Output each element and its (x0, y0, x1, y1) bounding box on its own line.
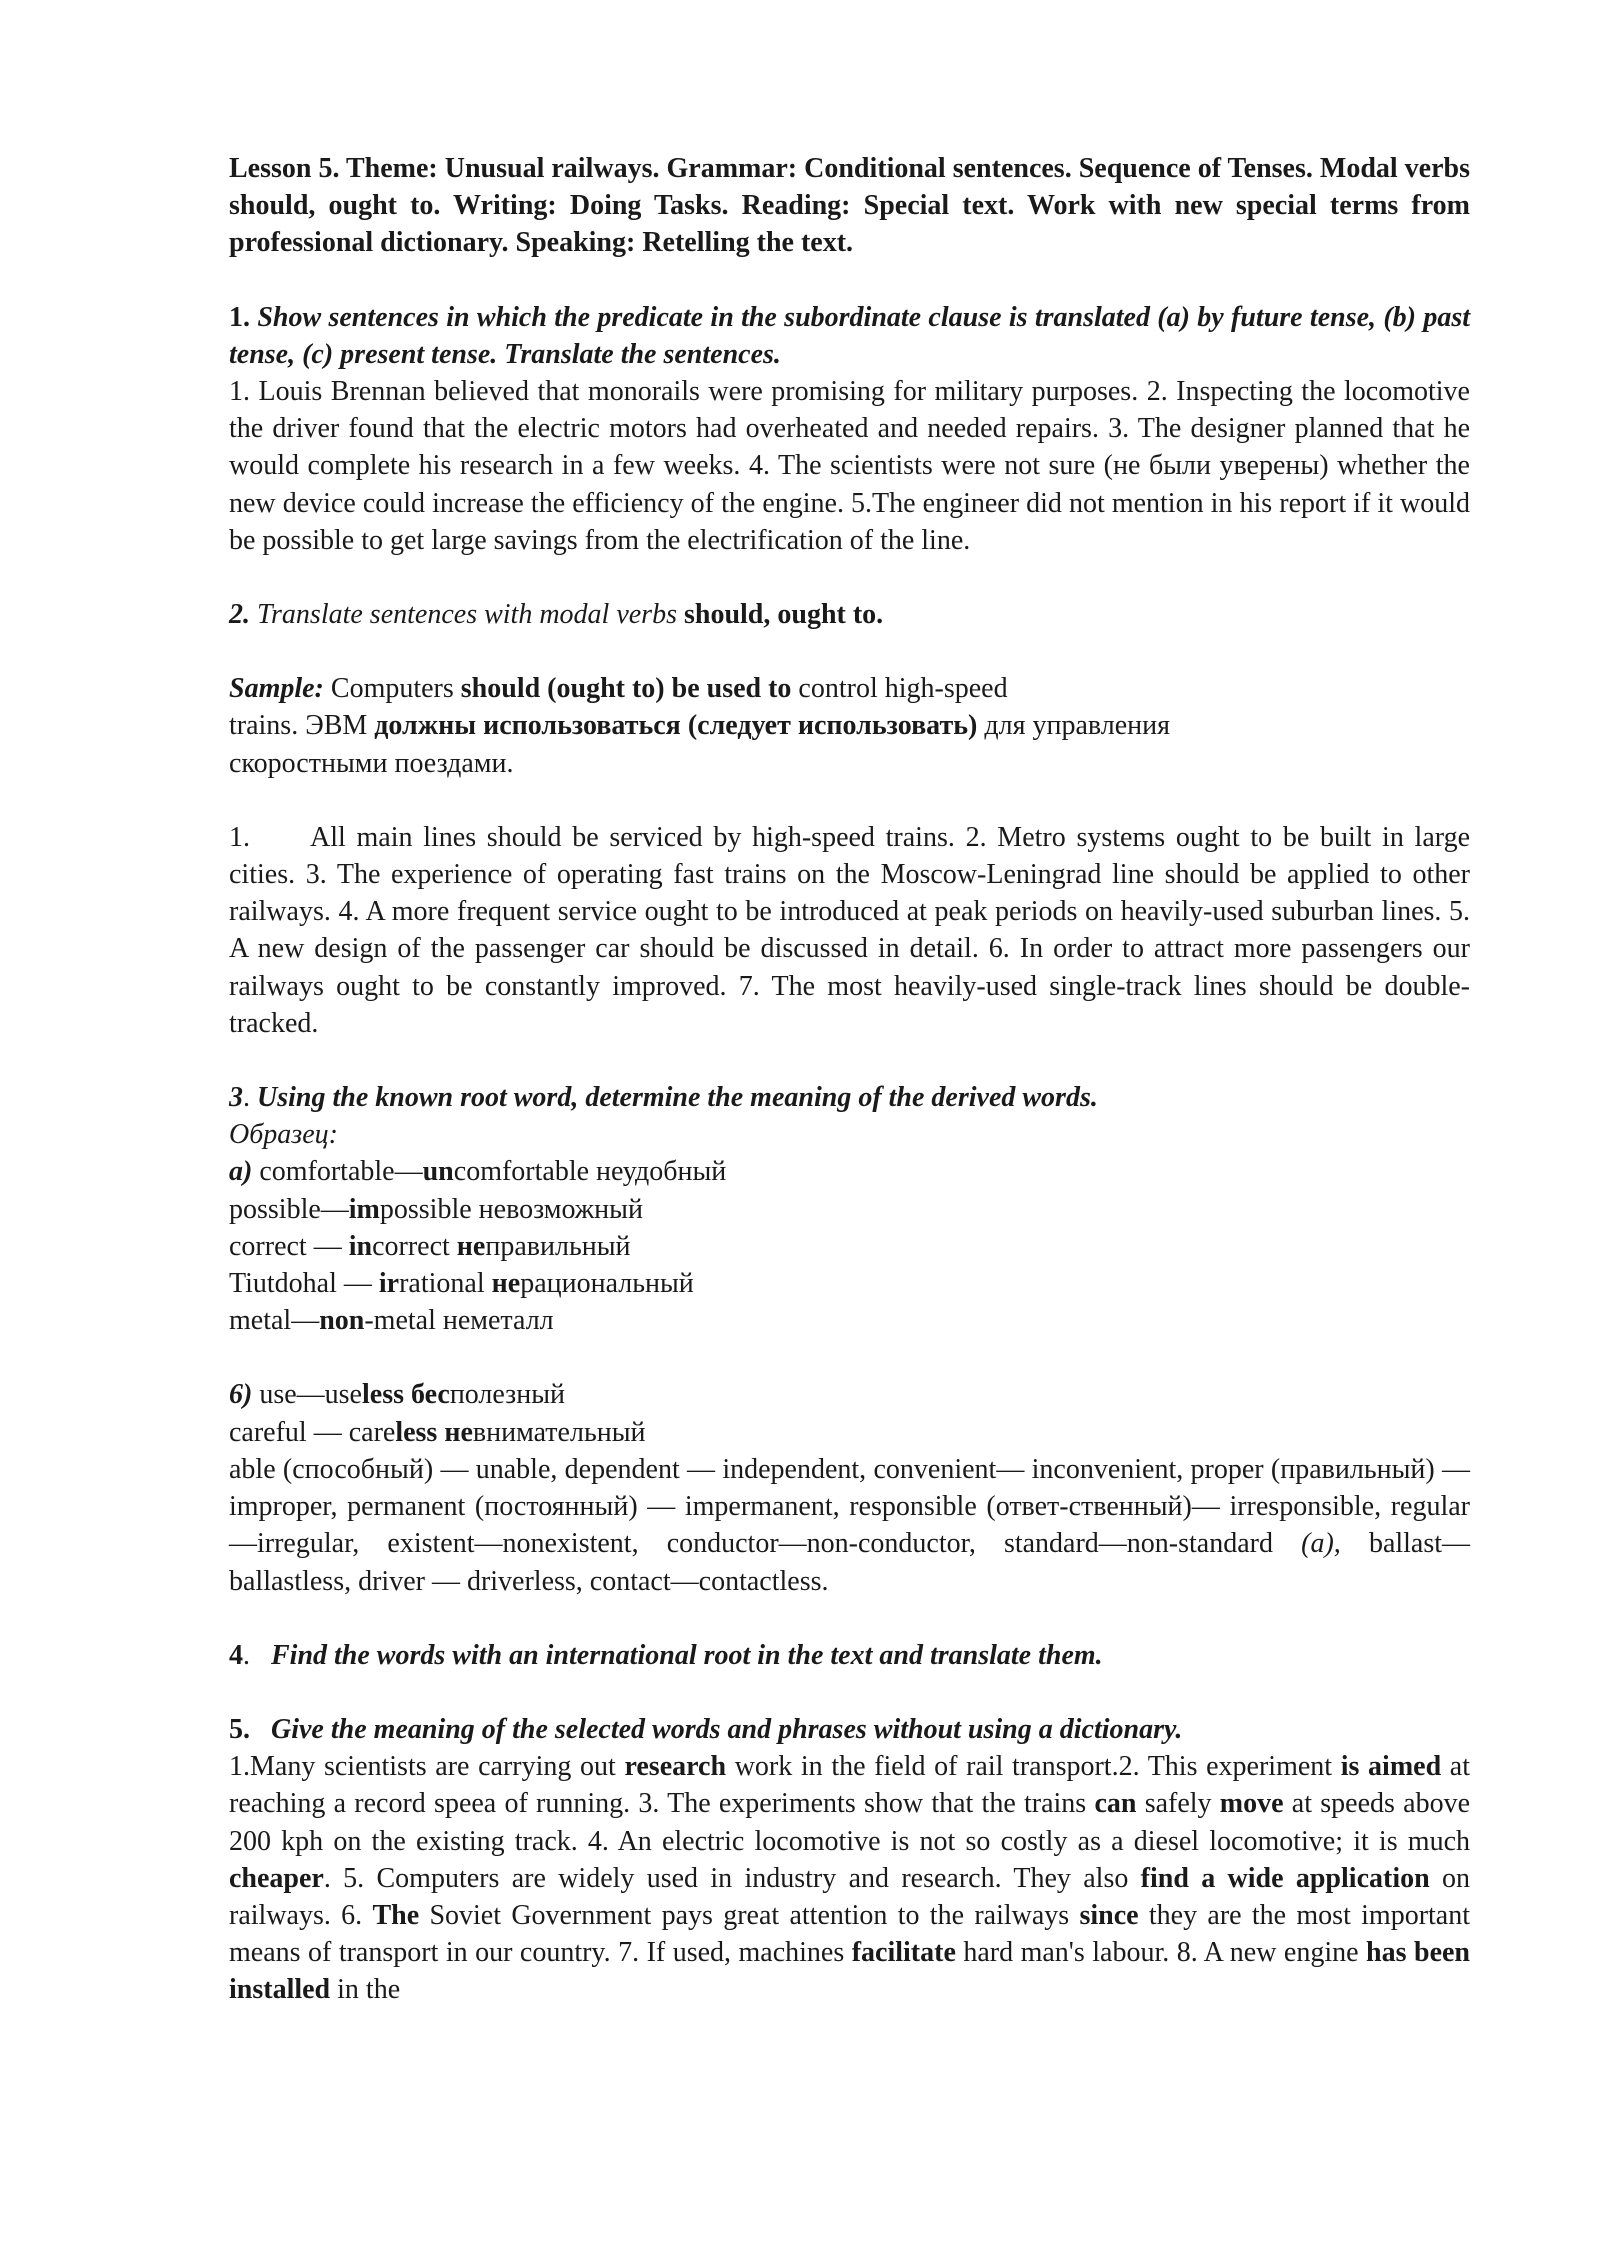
word-rest: рациональный (520, 1268, 694, 1300)
spacer (229, 1339, 1470, 1376)
task5-text: they are the most important means of transport in our country. 7. If used, machines (229, 1899, 1471, 1969)
task3-b-body (229, 1451, 1470, 1600)
spacer (229, 1600, 1470, 1637)
word-root: correct — (229, 1230, 349, 1262)
suffix-bold: less не (395, 1416, 473, 1448)
task4-dot: . (243, 1639, 250, 1671)
word-rest: полезный (449, 1379, 566, 1411)
spacer (229, 1042, 1470, 1079)
task1-body: 1. Louis Brennan believed that monorails were promising for military purposes. 2. Inspecting the locomotive the driver found that the electric motors had overheated and needed repairs. 3. The designer planned that he would complete his research in a few weeks. 4. The scientists were not sure (не были уверены) whether the new device could increase the efficiency of the engine. 5.The engineer did not mention in his report if it would be possible to get large savings from the electrification of the line. (229, 376, 1470, 556)
word-root: careful — care (229, 1416, 396, 1448)
task2-number: 2. (229, 599, 250, 631)
task3-a-row-3 (229, 1265, 1470, 1302)
task5-text: at speeds above 200 kph on the existing track. 4. An electric locomotive is not so costly as a diesel locomotive; it is much (229, 1788, 1470, 1857)
spacer (229, 633, 1470, 670)
task5-number: 5. (229, 1713, 250, 1745)
word-rest: comfortable неудобный (453, 1156, 727, 1188)
task5-text: in the (330, 1974, 401, 2006)
task3-instruction-text: Using the known root word, determine the meaning of the derived words. (257, 1082, 1098, 1114)
selected-phrase: is aimed (1340, 1751, 1442, 1783)
word-root: use—use (259, 1379, 362, 1411)
selected-phrase: can (1094, 1788, 1137, 1820)
word-root: comfortable— (259, 1156, 423, 1188)
selected-phrase: facilitate (851, 1937, 956, 1969)
task3-b-body-italic: (a), (1301, 1528, 1341, 1560)
word-rest: внимательный (472, 1416, 646, 1448)
task3-instruction (229, 1079, 1470, 1116)
task2-sample-line2 (229, 707, 1470, 744)
task4-instruction-text: Find the words with an international root in the text and translate them. (271, 1639, 1103, 1671)
group-b-label: 6) (229, 1379, 253, 1411)
task2-body-text: All main lines should be serviced by high-speed trains. 2. Metro systems ought to be built in large cities. 3. The experience of operating fast trains on the Moscow-Leningrad line should be applied to other railways. 4. A more frequent service ought to be introduced at peak periods on heavily-used suburban lines. 5. A new design of the passenger car should be discussed in detail. 6. In order to attract more passengers our railways ought to be constantly improved. 7. The most heavily-used single-track lines should be double-tracked. (229, 821, 1470, 1039)
task5-text: on railways. 6. (229, 1862, 1470, 1931)
selected-phrase: research (624, 1751, 727, 1783)
suffix-bold: less бес (361, 1379, 450, 1411)
task1-number: 1. (229, 301, 250, 333)
task3-b-row-2 (229, 1414, 1470, 1451)
lesson-title: Lesson 5. Theme: Unusual railways. Grammar: Conditional sentences. Sequence of Tenses. Modal verbs should, ought to. Writing: Doing Tasks. Reading: Special text. Work with new special terms from professional dictionary. Speaking: Retelling the text. (229, 153, 1470, 259)
sample-label: Sample: (229, 673, 324, 705)
task3-dot: . (243, 1082, 250, 1114)
spacer (229, 1674, 1470, 1711)
task3-number: 3 (229, 1082, 243, 1114)
selected-phrase: since (1079, 1899, 1139, 1931)
selected-phrase: The (372, 1899, 420, 1931)
task2-instruction-text: Translate sentences with modal verbs (257, 599, 677, 631)
task3-a-row-4 (229, 1302, 1470, 1339)
task2-sample-line3: скоростными поездами. (229, 747, 514, 779)
sample-text: для управления (984, 710, 1170, 742)
selected-phrase: move (1219, 1788, 1284, 1820)
prefix-bold: не (491, 1268, 521, 1300)
task5-text: at reaching a record speea of running. 3. The experiments show that the trains (229, 1751, 1470, 1820)
word-root: possible— (229, 1193, 349, 1225)
prefix-bold: ir (378, 1268, 400, 1300)
task5-text: safely (1136, 1788, 1220, 1820)
word-rest: -metal неметалл (364, 1305, 554, 1337)
word-rest: correct (372, 1230, 457, 1262)
task4-number: 4 (229, 1639, 243, 1671)
word-root: metal— (229, 1305, 320, 1337)
sample-text: trains. ЭВМ (229, 710, 368, 742)
task5-text: work in the field of rail transport.2. This experiment (726, 1751, 1341, 1783)
task5-text: hard man's labour. 8. A new engine (955, 1937, 1367, 1969)
task5-text: Soviet Government pays great attention to the railways (419, 1899, 1080, 1931)
selected-phrase: has been installed (229, 1937, 1470, 2006)
task5-text: . 5. Computers are widely used in industry and research. They also (323, 1862, 1141, 1894)
prefix-bold: in (348, 1230, 373, 1262)
task5-body (229, 1748, 1470, 2008)
task2-instruction-bold: should, ought to. (683, 599, 884, 631)
sample-bold-text: должны использоваться (следует использовать) (374, 710, 978, 742)
task3-a-row-2 (229, 1228, 1470, 1265)
task3-b-body-text: able (способный) — unable, dependent — independent, convenient— inconvenient, proper (правильный) — improper, permanent (постоянный) — impermanent, responsible (ответ-ственный)— irresponsible, regular—irregular, existent—nonexistent, conductor—non-conductor, standard—non-standard (229, 1453, 1470, 1560)
task4-instruction (229, 1637, 1470, 1674)
task1-instruction-text: Show sentences in which the predicate in the subordinate clause is translated (a) by future tense, (b) past tense, (c) present tense. Translate the sentences. (229, 301, 1471, 370)
list-number: 1. (229, 821, 250, 853)
task2-sample-line1 (229, 670, 1470, 707)
sample-text: Computers (330, 673, 454, 705)
task3-b-row-1 (229, 1376, 1470, 1413)
task5-instruction (229, 1711, 1470, 1748)
sample-bold-text: should (ought to) be used to (460, 673, 792, 705)
task3-a-row-0 (229, 1153, 1470, 1190)
task5-instruction-text: Give the meaning of the selected words and phrases without using a dictionary. (271, 1713, 1183, 1745)
task3-sample-label: Образец: (229, 1119, 338, 1151)
task3-a-row-1 (229, 1191, 1470, 1228)
prefix-bold: не (456, 1230, 486, 1262)
word-root: Tiutdohal — (229, 1268, 379, 1300)
prefix-bold: non (319, 1305, 365, 1337)
selected-phrase: cheaper (229, 1862, 324, 1894)
sample-text: control high-speed (798, 673, 1008, 705)
spacer (229, 262, 1470, 299)
group-a-label: a) (229, 1156, 253, 1188)
task2-instruction (229, 596, 1470, 633)
task3-b-body-text: ballast—ballastless, driver — driverless, contact—contactless. (229, 1528, 1471, 1597)
prefix-bold: un (422, 1156, 454, 1188)
word-rest: possible невозможный (379, 1193, 643, 1225)
spacer (229, 782, 1470, 819)
task5-text: 1.Many scientists are carrying out (229, 1751, 625, 1783)
spacer (229, 559, 1470, 596)
prefix-bold: im (348, 1193, 380, 1225)
task2-body (229, 819, 1470, 1042)
word-rest: правильный (485, 1230, 631, 1262)
selected-phrase: find a wide application (1140, 1862, 1430, 1894)
word-rest: rational (399, 1268, 492, 1300)
task1-instruction (229, 299, 1470, 373)
